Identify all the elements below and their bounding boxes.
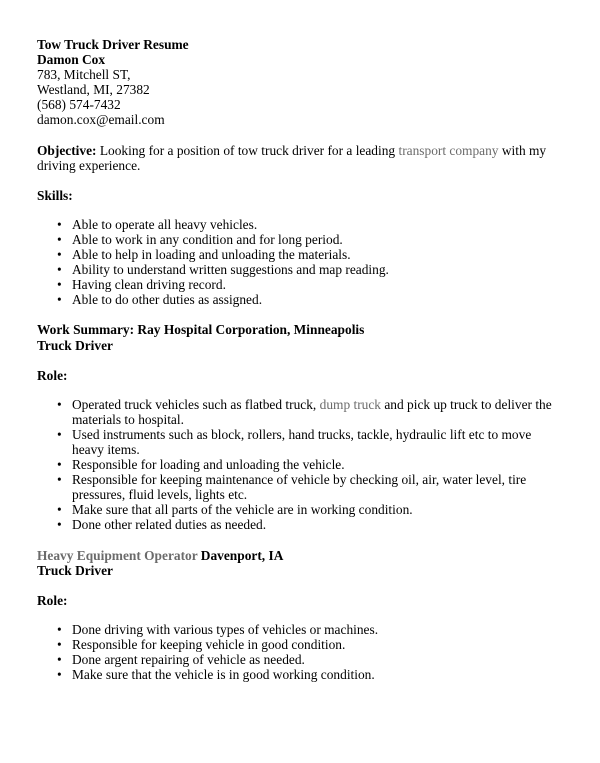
list-item [37, 262, 557, 277]
bullet-icon: • [57, 277, 62, 293]
list-item-text: Able to operate all heavy vehicles. [72, 216, 258, 232]
list-item-text: Done argent repairing of vehicle as needed. [72, 652, 305, 667]
job1-role-list [37, 397, 557, 533]
list-item [37, 622, 557, 637]
work-summary-heading: Work Summary: Ray Hospital Corporation, Minneapolis [37, 322, 365, 338]
list-item-text: Having clean driving record. [72, 277, 226, 293]
list-item [37, 517, 557, 532]
email-address: damon.cox@email.com [37, 112, 165, 128]
resume-title: Tow Truck Driver Resume [37, 37, 189, 52]
list-item [37, 502, 557, 517]
address-city: Westland, MI, 27382 [37, 82, 150, 98]
list-item-text: Make sure that all parts of the vehicle are in working condition. [72, 502, 413, 518]
transport-company-link[interactable]: transport company [398, 142, 499, 158]
list-item [37, 457, 557, 472]
bullet-icon: • [57, 517, 62, 533]
list-item-text: Responsible for keeping vehicle in good condition. [72, 636, 346, 652]
job1-role-heading: Role: [37, 367, 68, 383]
list-item-text-before: Operated truck vehicles such as flatbed truck, [72, 396, 320, 412]
list-item-text: Able to work in any condition and for long period. [72, 231, 343, 247]
list-item-text: Done other related duties as needed. [72, 517, 267, 533]
list-item [37, 637, 557, 652]
bullet-icon: • [57, 231, 62, 247]
resume-document [37, 37, 557, 682]
bullet-icon: • [57, 667, 62, 683]
list-item-text: Able to do other duties as assigned. [72, 292, 263, 308]
bullet-icon: • [57, 502, 62, 518]
list-item-text: Done driving with various types of vehicles or machines. [72, 621, 379, 637]
list-item-text: Make sure that the vehicle is in good working condition. [72, 667, 375, 683]
list-item [37, 247, 557, 262]
bullet-icon: • [57, 247, 62, 263]
list-item [37, 472, 557, 502]
bullet-icon: • [57, 636, 62, 652]
bullet-icon: • [57, 292, 62, 308]
bullet-icon: • [57, 396, 62, 412]
bullet-icon: • [57, 262, 62, 278]
list-item-text: Able to help in loading and unloading the materials. [72, 247, 351, 263]
list-item [37, 277, 557, 292]
objective-text-after: with my driving experience. [37, 142, 547, 173]
list-item [37, 427, 557, 457]
bullet-icon: • [57, 621, 62, 637]
job2-heading [37, 548, 557, 563]
dump-truck-link[interactable]: dump truck [319, 396, 382, 412]
list-item-text-after: and pick up truck to deliver the materials to hospital. [72, 396, 552, 427]
job2-role-list [37, 622, 557, 682]
list-item [37, 217, 557, 232]
list-item [37, 652, 557, 667]
job1-position: Truck Driver [37, 337, 113, 353]
candidate-name: Damon Cox [37, 52, 106, 68]
bullet-icon: • [57, 426, 62, 442]
contact-block [37, 52, 557, 127]
bullet-icon: • [57, 652, 62, 667]
objective-label: Objective: [37, 142, 97, 158]
job2-location: Davenport, IA [197, 547, 284, 563]
job2-position: Truck Driver [37, 562, 113, 578]
bullet-icon: • [57, 457, 62, 473]
list-item [37, 232, 557, 247]
list-item [37, 667, 557, 682]
list-item-text: Responsible for loading and unloading the vehicle. [72, 457, 345, 473]
list-item-text: Responsible for keeping maintenance of vehicle by checking oil, air, water level, tire pressures, fluid levels, lights etc. [72, 472, 527, 503]
list-item-text: Ability to understand written suggestions and map reading. [72, 262, 389, 278]
job2-role-heading: Role: [37, 592, 68, 608]
objective-section [37, 143, 557, 173]
objective-text-before: Looking for a position of tow truck driver for a leading [96, 142, 399, 158]
list-item [37, 292, 557, 307]
skills-heading: Skills: [37, 187, 73, 203]
address-street: 783, Mitchell ST, [37, 67, 131, 83]
list-item [37, 397, 557, 427]
bullet-icon: • [57, 472, 62, 488]
bullet-icon: • [57, 216, 62, 232]
heavy-equipment-operator-link[interactable]: Heavy Equipment Operator [37, 547, 198, 563]
phone-number: (568) 574-7432 [37, 97, 121, 113]
skills-list [37, 217, 557, 308]
list-item-text: Used instruments such as block, rollers, hand trucks, tackle, hydraulic lift etc to move heavy items. [72, 426, 532, 457]
